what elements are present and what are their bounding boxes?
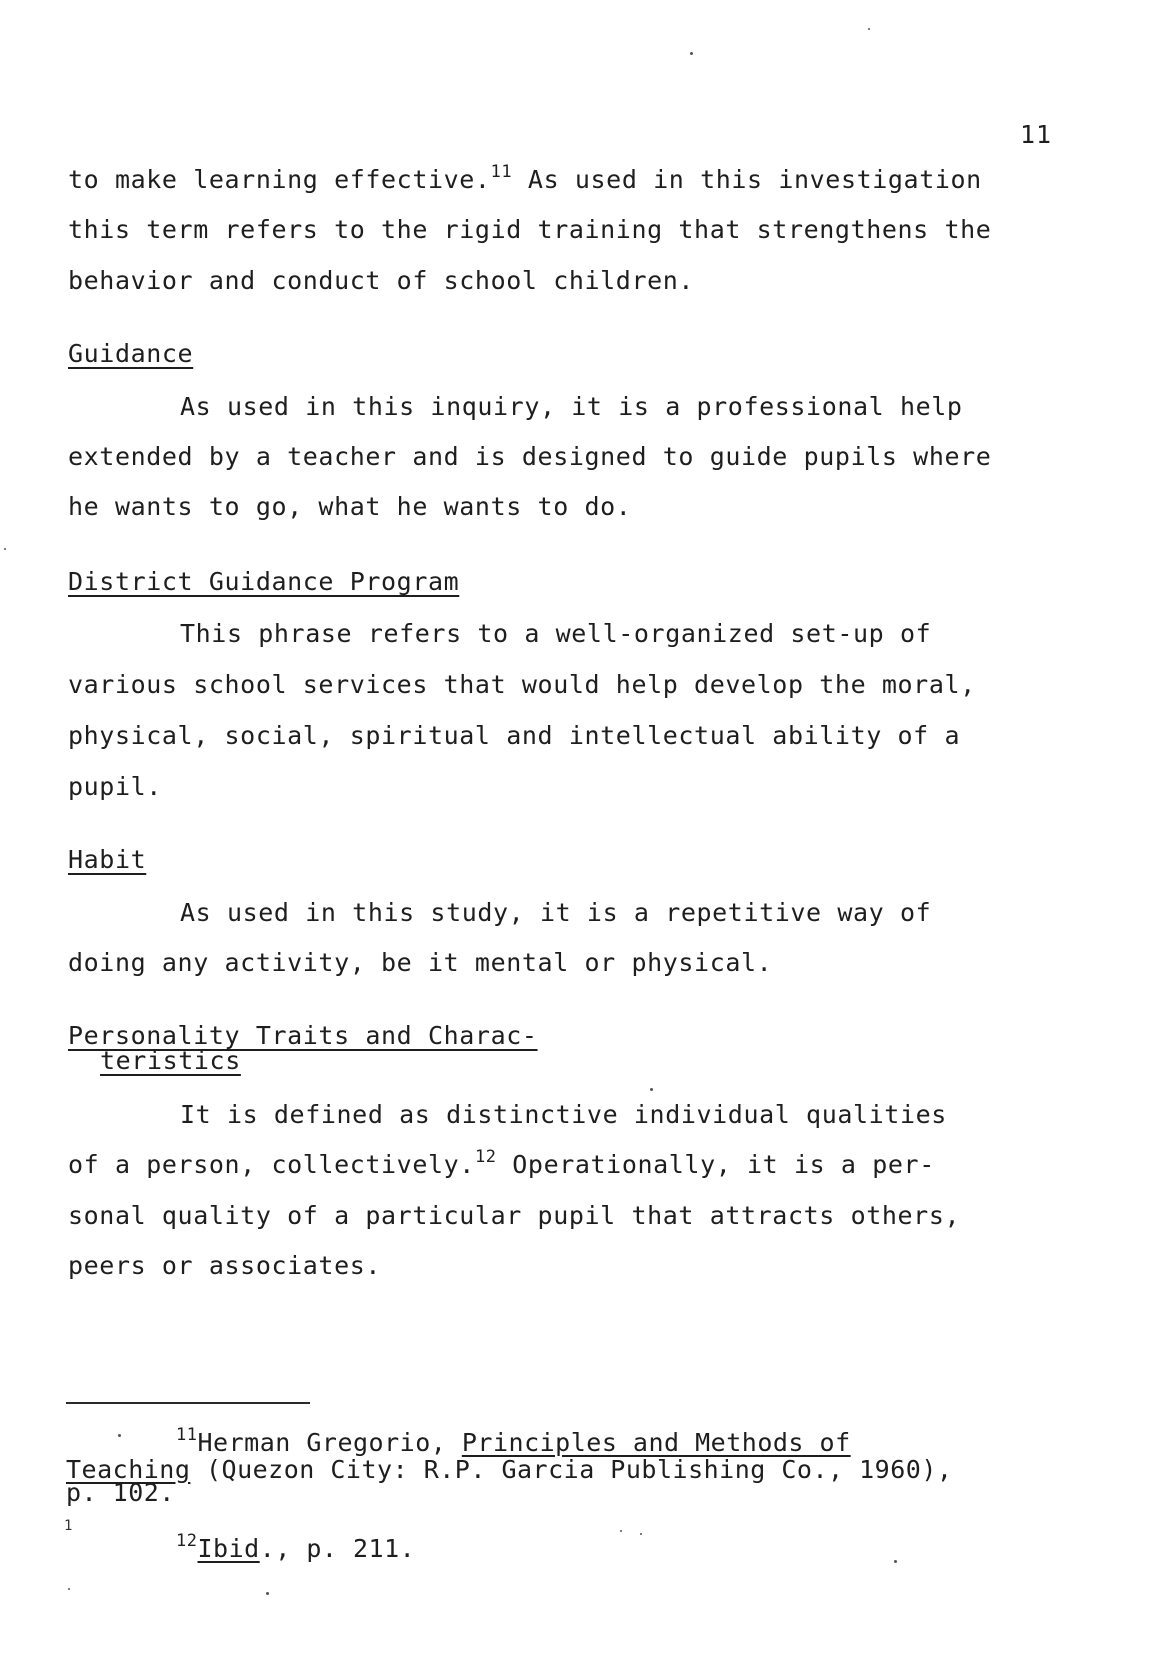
- personality-line-4: peers or associates.: [68, 1251, 382, 1280]
- intro-line-1: [68, 162, 982, 195]
- habit-line-1: As used in this study, it is a repetitive way of: [180, 898, 932, 927]
- footnote-11-publisher: (Quezon City: R.P. Garcia Publishing Co., 1960),: [190, 1455, 953, 1484]
- scan-speck: [68, 1588, 70, 1590]
- guidance-line-2: extended by a teacher and is designed to guide pupils where: [68, 442, 992, 471]
- guidance-line-1: As used in this inquiry, it is a professional help: [180, 392, 963, 421]
- district-line-3: physical, social, spiritual and intellectual ability of a: [68, 721, 961, 750]
- scan-speck: [640, 1533, 642, 1535]
- heading-habit: Habit: [68, 845, 147, 874]
- scan-speck: [620, 1530, 622, 1532]
- district-line-4: pupil.: [68, 772, 162, 801]
- intro-line-1-cont: As used in this investigation: [512, 165, 982, 194]
- scan-speck: [266, 1592, 269, 1595]
- footnote-11-number: 11: [176, 1425, 198, 1445]
- footnote-11-page: p. 102.: [66, 1478, 175, 1507]
- footnote-12-line: [176, 1531, 416, 1563]
- guidance-line-3: he wants to go, what he wants to do.: [68, 492, 632, 521]
- scan-speck: [894, 1560, 897, 1563]
- heading-personality-traits-cont: teristics: [100, 1046, 241, 1075]
- intro-line-3: behavior and conduct of school children.: [68, 266, 695, 295]
- scan-speck: [650, 1088, 653, 1091]
- margin-mark: 1: [64, 1518, 73, 1534]
- personality-line-2-cont: Operationally, it is a per-: [496, 1150, 935, 1179]
- scan-speck: [4, 548, 6, 550]
- personality-line-1: It is defined as distinctive individual qualities: [180, 1100, 947, 1129]
- footnote-12-number: 12: [176, 1531, 198, 1551]
- personality-line-2-text: of a person, collectively.: [68, 1150, 475, 1179]
- footnote-ref-12: 12: [474, 1147, 497, 1167]
- footnote-11-line-1: [176, 1425, 851, 1457]
- page-number: 11: [1020, 120, 1053, 149]
- heading-personality-traits: Personality Traits and Charac-: [68, 1021, 538, 1050]
- footnote-divider: [66, 1402, 310, 1404]
- footnote-12-ibid: Ibid: [197, 1534, 260, 1563]
- scan-speck: [690, 52, 693, 55]
- habit-line-2: doing any activity, be it mental or physical.: [68, 948, 773, 977]
- heading-guidance: Guidance: [68, 339, 194, 368]
- scan-speck: [118, 1434, 121, 1437]
- district-line-1: This phrase refers to a well-organized set-up of: [180, 619, 932, 648]
- footnote-11-title-2: Teaching: [66, 1455, 191, 1484]
- heading-district-guidance-program: District Guidance Program: [68, 567, 460, 596]
- footnote-11-author: Herman Gregorio,: [197, 1428, 462, 1457]
- footnote-11-title-1: Principles and Methods of: [461, 1428, 851, 1457]
- intro-line-1-text: to make learning effective.: [68, 165, 491, 194]
- district-line-2: various school services that would help develop the moral,: [68, 670, 976, 699]
- footnote-11-line-2: [66, 1457, 952, 1483]
- personality-line-2: [68, 1147, 935, 1180]
- intro-line-2: this term refers to the rigid training that strengthens the: [68, 215, 992, 244]
- scan-speck: [868, 28, 870, 30]
- personality-line-3: sonal quality of a particular pupil that attracts others,: [68, 1201, 961, 1230]
- footnote-ref-11: 11: [490, 162, 513, 182]
- footnote-12-rest: ., p. 211.: [259, 1534, 416, 1563]
